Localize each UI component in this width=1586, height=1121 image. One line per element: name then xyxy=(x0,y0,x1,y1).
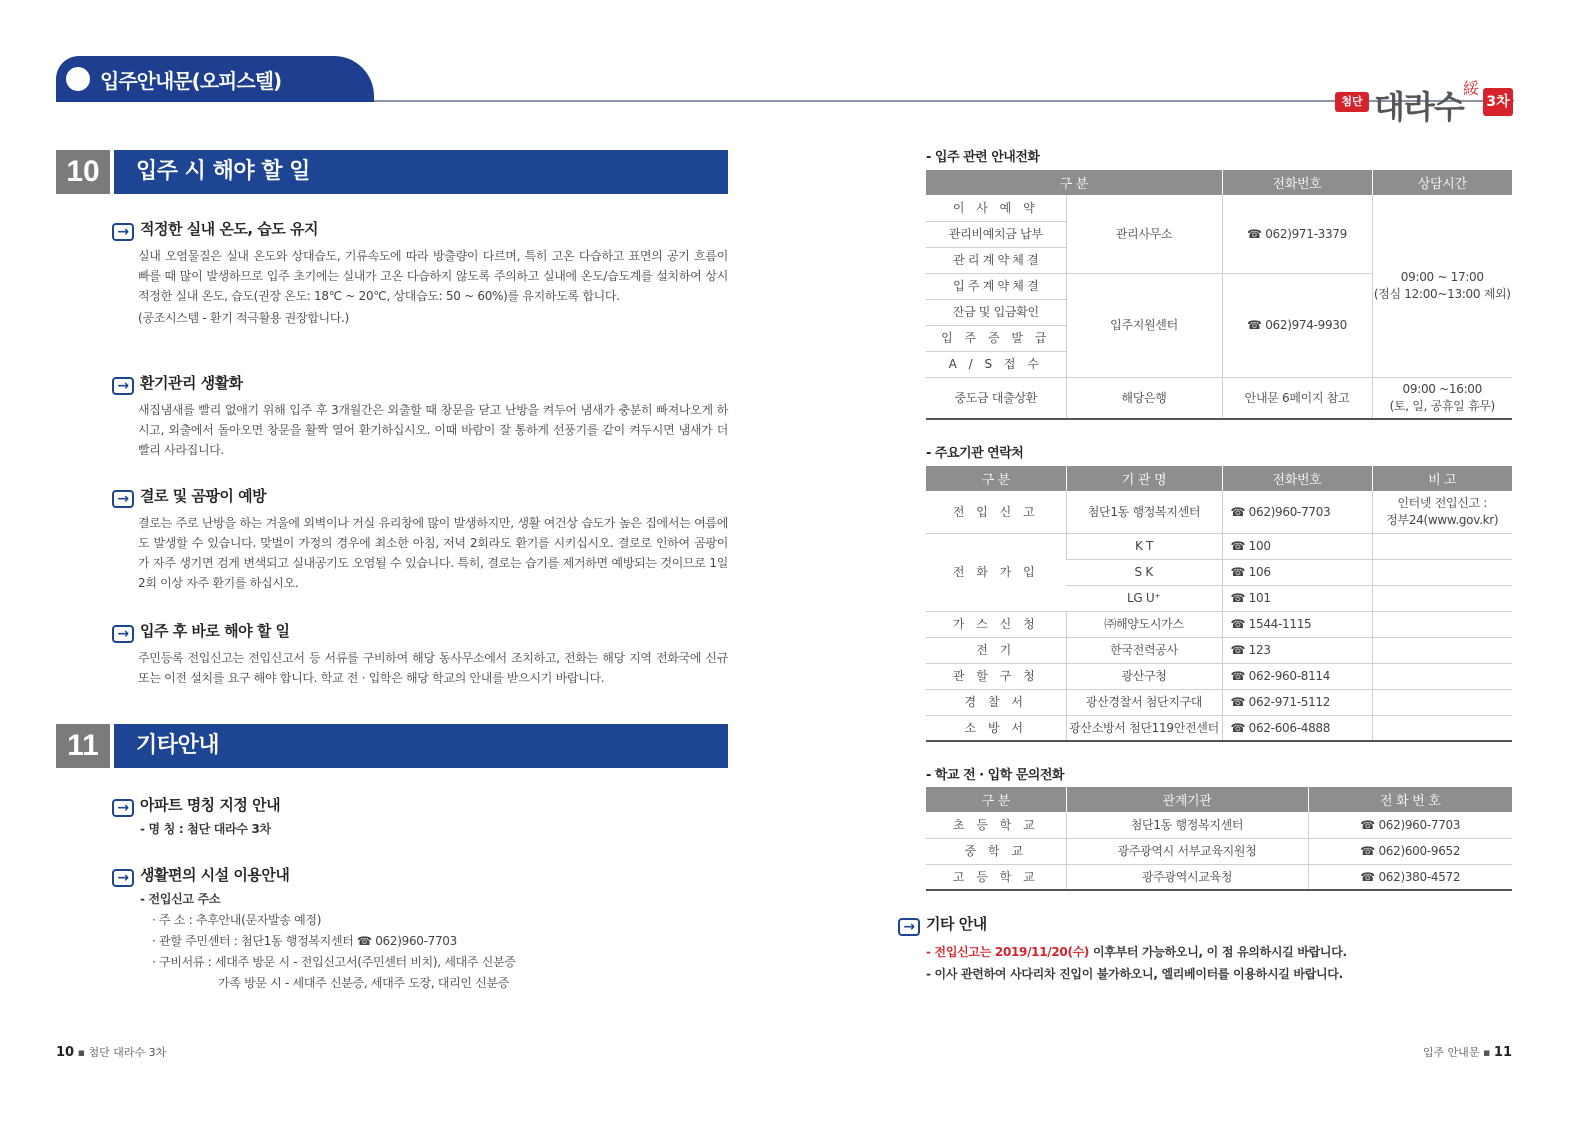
notice-line: - 이사 관련하여 사다리차 진입이 불가하오니, 엘리베이터를 이용하시길 바랍니다. xyxy=(926,967,1343,981)
logo-badge: 첨단 xyxy=(1335,92,1369,112)
section-number: 10 xyxy=(56,150,110,194)
page-title: 입주안내문(오피스텔) xyxy=(100,69,282,93)
table-row: 고 등 학 교 광주광역시교육청 ☎ 062)380-4572 xyxy=(926,864,1512,890)
logo-edition: 3차 xyxy=(1483,88,1513,116)
center-line: · 관할 주민센터 : 첨단1동 행정복지센터 ☎ 062)960-7703 xyxy=(152,934,457,948)
table-row: 관리비예치금 납부 xyxy=(926,221,1512,247)
section-title: 기타안내 xyxy=(114,724,728,768)
table-row: 잔금 및 입금확인 xyxy=(926,299,1512,325)
table-header-row: 구 분 관계기관 전 화 번 호 xyxy=(926,787,1512,812)
table-row: 전 입 신 고 첨단1동 행정복지센터 ☎ 062)960-7703 인터넷 전입신고 : 정부24(www.gov.kr) xyxy=(926,491,1512,533)
table-caption: - 학교 전 · 입학 문의전화 xyxy=(926,768,1064,783)
footer-right: 입주 안내문 ▪ 11 xyxy=(1422,1045,1512,1060)
header-tab xyxy=(56,56,374,102)
table-row: 중 학 교 광주광역시 서부교육지원청 ☎ 062)600-9652 xyxy=(926,838,1512,864)
table-header-row: 구 분 전화번호 상담시간 xyxy=(926,170,1512,195)
table-row: 중도금 대출상환 해당은행 안내문 6페이지 참고 09:00 ~16:00 (토, 일, 공휴일 휴무) xyxy=(926,377,1512,419)
apt-name: - 명 칭 : 첨단 대라수 3차 xyxy=(140,822,271,836)
subsection-heading: → 입주 후 바로 해야 할 일 xyxy=(112,620,290,643)
paragraph: 결로는 주로 난방을 하는 겨울에 외벽이나 거실 유리창에 많이 발생하지만, 생활 여건상 습도가 높은 집에서는 여름에도 발생할 수 있습니다. 맞벌이 가정의 경우에 최소한 아침, 저녁 2회라도 환기를 시키십시오. 결로로 인하여 곰팡이가 자주 생기면 검게 변색되고 실내공기도 오염될 수 있습니다. 특히, 결로는 습기를 제거하면 예방되는 것이므로 1일 2회 이상 자주 환기를 하십시오. xyxy=(138,516,728,590)
facility-subheading: - 전입신고 주소 xyxy=(140,892,221,906)
subsection-heading: → 적정한 실내 온도, 습도 유지 xyxy=(112,218,318,241)
table-row: 관 리 계 약 체 결 xyxy=(926,247,1512,273)
table-caption: - 입주 관련 안내전화 xyxy=(926,150,1040,165)
subsection-heading: → 생활편의 시설 이용안내 xyxy=(112,864,289,887)
paragraph: 실내 오염물질은 실내 온도와 상대습도, 기류속도에 따라 방출량이 다르며, 특히 고온 다습하고 표면의 공기 흐름이 빠를 때 많이 발생하므로 입주 초기에는 실내가 고온 다습하지 않도록 주의하고 실내에 온도/습도계를 설치하여 상시 적정한 실내 온도, 습도(권장 온도: 18℃ ~ 20℃, 상대습도: 50 ~ 60%)를 유지하도록 합니다. xyxy=(138,249,728,303)
section-number: 11 xyxy=(56,724,110,768)
arrow-right-icon: → xyxy=(112,799,134,817)
school-contact-table xyxy=(926,787,1512,891)
logo-name: 대라수 xyxy=(1374,88,1464,126)
notice-line: - 전입신고는 2019/11/20(수) 이후부터 가능하오니, 이 점 유의하시길 바랍니다. xyxy=(926,945,1347,959)
documents-line: · 구비서류 : 세대주 방문 시 - 전입신고서(주민센터 비치), 세대주 신분증 xyxy=(152,955,516,969)
table-row: S K ☎ 106 xyxy=(926,559,1512,585)
arrow-right-icon: → xyxy=(112,223,134,241)
subsection-heading: → 환기관리 생활화 xyxy=(112,372,243,395)
table-row: LG U⁺ ☎ 101 xyxy=(926,585,1512,611)
table-row: 소 방 서 광산소방서 첨단119안전센터 ☎ 062-606-4888 xyxy=(926,715,1512,741)
hours-cell: 09:00 ~16:00 (토, 일, 공휴일 휴무) xyxy=(1372,377,1512,419)
table-row: 초 등 학 교 첨단1동 행정복지센터 ☎ 062)960-7703 xyxy=(926,812,1512,838)
subsection-heading: → 아파트 명칭 지정 안내 xyxy=(112,794,280,817)
table-row: 입 주 증 발 급 xyxy=(926,325,1512,351)
table-row: 입 주 계 약 체 결 입주지원센터 ☎ 062)974-9930 xyxy=(926,273,1512,299)
arrow-right-icon: → xyxy=(112,377,134,395)
paragraph: 주민등록 전입신고는 전입신고서 등 서류를 구비하여 해당 동사무소에서 조치하고, 전화는 해당 지역 전화국에 신규 또는 이전 설치를 요구 해야 합니다. 학교 전 · 입학은 해당 학교의 안내를 받으시기 바랍니다. xyxy=(138,651,728,685)
arrow-right-icon: → xyxy=(112,490,134,508)
logo-hanja: 綏 xyxy=(1463,79,1480,98)
table-row: 이 사 예 약 관리사무소 ☎ 062)971-3379 09:00 ~ 17:00 (점심 12:00~13:00 제외) xyxy=(926,195,1512,221)
move-in-contact-table xyxy=(926,170,1512,420)
table-row: 경 찰 서 광산경찰서 첨단지구대 ☎ 062-971-5112 xyxy=(926,689,1512,715)
subsection-heading: → 기타 안내 xyxy=(898,913,987,936)
address-line: · 주 소 : 추후안내(문자발송 예정) xyxy=(152,913,322,927)
table-row: 관 할 구 청 광산구청 ☎ 062-960-8114 xyxy=(926,663,1512,689)
hours-cell: 09:00 ~ 17:00 (점심 12:00~13:00 제외) xyxy=(1372,195,1512,377)
table-header-row: 구 분 기 관 명 전화번호 비 고 xyxy=(926,466,1512,491)
section-title: 입주 시 해야 할 일 xyxy=(114,150,728,194)
table-caption: - 주요기관 연락처 xyxy=(926,446,1024,461)
documents-line-family: 가족 방문 시 - 세대주 신분증, 세대주 도장, 대리인 신분증 xyxy=(218,976,510,990)
bullet-circle-icon xyxy=(66,67,90,91)
table-row: 전 화 가 입 K T ☎ 100 xyxy=(926,533,1512,559)
footer-left: 10 ▪ 첨단 대라수 3차 xyxy=(56,1045,167,1060)
arrow-right-icon: → xyxy=(112,625,134,643)
note-red: (공조시스템 - 환기 적극활용 권장합니다.) xyxy=(138,311,350,325)
table-row: 가 스 신 청 ㈜해양도시가스 ☎ 1544-1115 xyxy=(926,611,1512,637)
arrow-right-icon: → xyxy=(112,869,134,887)
table-row: A / S 접 수 xyxy=(926,351,1512,377)
paragraph: 새집냄새를 빨리 없애기 위해 입주 후 3개월간은 외출할 때 창문을 닫고 난방을 켜두어 냄새가 충분히 빠져나오게 하시고, 외출에서 돌아오면 창문을 활짝 열어 환기하십시오. 이때 바람이 잘 통하게 선풍기를 같이 켜두시면 냄새가 더 빨리 사라집니다. xyxy=(138,403,728,457)
agency-contact-table xyxy=(926,466,1512,742)
subsection-heading: → 결로 및 곰팡이 예방 xyxy=(112,485,266,508)
table-row: 전 기 한국전력공사 ☎ 123 xyxy=(926,637,1512,663)
arrow-right-icon: → xyxy=(898,918,920,936)
